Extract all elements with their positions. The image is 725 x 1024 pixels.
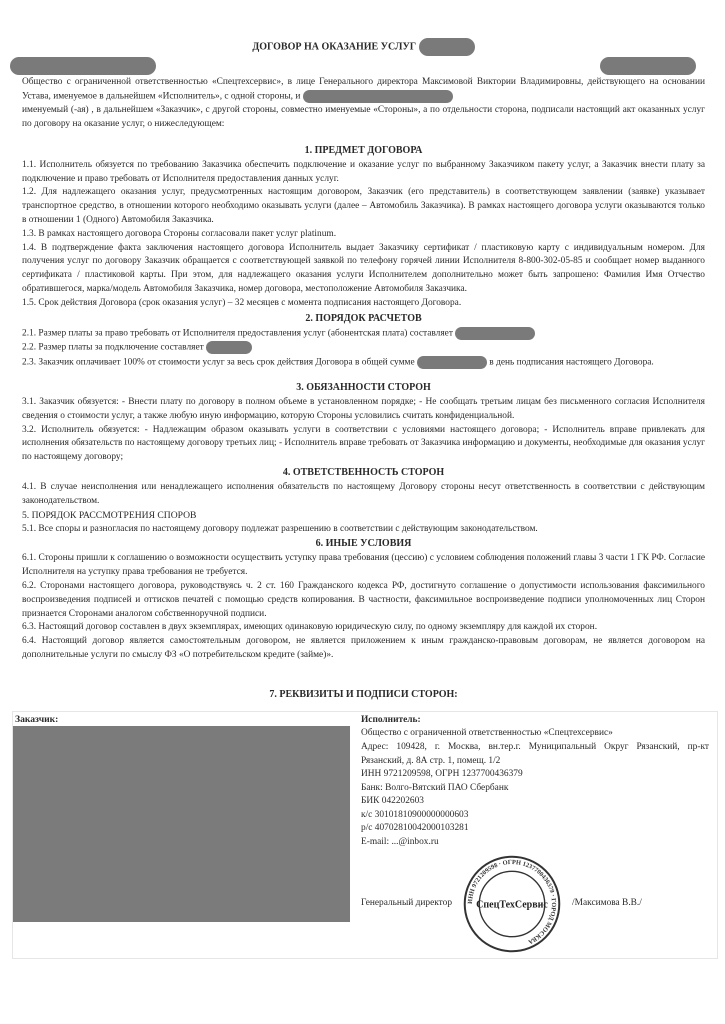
section-heading: 5. ПОРЯДОК РАССМОТРЕНИЯ СПОРОВ	[22, 509, 197, 521]
clause: 3.1. Заказчик обязуется: - Внести плату по договору в полном объеме в установленном порядке; - Не сообщать третьим лицам без письменного согласия Исполнителя сведения о стоимости услуг, а также любую иную информацию, которую Стороны условились считать конфиденциальной.	[22, 396, 705, 421]
document-title: ДОГОВОР НА ОКАЗАНИЕ УСЛУГ	[22, 38, 705, 56]
clause: 5.1. Все споры и разногласия по настоящему договору подлежат разрешению в соответствии с действующим законодательством.	[22, 523, 538, 534]
redaction	[417, 356, 487, 369]
redaction	[303, 90, 453, 103]
company-stamp	[462, 854, 562, 954]
redaction	[206, 341, 252, 354]
clause: 2.2. Размер платы за подключение составляет	[22, 341, 705, 355]
executor-line: ИНН 9721209598, ОГРН 1237700436379	[361, 769, 523, 780]
contract-page	[15, 0, 709, 979]
section-heading: 7. РЕКВИЗИТЫ И ПОДПИСИ СТОРОН:	[269, 688, 458, 700]
executor-line: Адрес: 109428, г. Москва, вн.тер.г. Муниципальный Округ Рязанский, пр-кт Рязанский, д. 8А стр. 1, помещ. 1/2	[361, 741, 709, 766]
clause: 1.3. В рамках настоящего договора Стороны согласовали пакет услуг platinum.	[22, 228, 337, 239]
clause: 2.1. Размер платы за право требовать от Исполнителя предоставления услуг (абонентская плата) составляет	[22, 327, 705, 341]
executor-line: Банк: Волго-Вятский ПАО Сбербанк	[361, 782, 509, 793]
clause: 6.3. Настоящий договор составлен в двух экземплярах, имеющих одинаковую юридическую силу, по одному экземпляру для каждой их сторон.	[22, 622, 598, 633]
intro-paragraph: Общество с ограниченной ответственностью «Спецтехсервис», в лице Генерального директора Максимовой Виктории Владимировны, действующего на основании Устава, именуемое в дальнейшем «Исполнитель», с одной стороны, и именуемый (-ая) , в дальнейшем «Заказчик», с другой стороны, совместно именуемые «Стороны», а по отдельности сторона, подписали настоящий акт оказанных услуг по договору на оказание услуг, о нижеследующем:	[22, 77, 705, 130]
requisites-table	[12, 711, 718, 959]
clause: 6.4. Настоящий договор является самостоятельным договором, не является приложением к иным гражданско-правовым договорам, не является договором на дополнительные услуги по смыслу ФЗ «О потребительском кредите (займе)».	[22, 636, 705, 660]
signatory-name: /Максимова В.В./	[572, 897, 642, 908]
redaction	[10, 57, 156, 75]
clause: 4.1. В случае неисполнения или ненадлежащего исполнения обязательств по настоящему Договору стороны несут ответственность в соответствии с действующим законодательством.	[22, 481, 705, 506]
clause: 6.2. Сторонами настоящего договора, руководствуясь ч. 2 ст. 160 Гражданского кодекса РФ, достигнуто соглашение о допустимости использования факсимильного воспроизведения подписей и оттисков печатей с помощью средств копирования. В частности, факсимильное воспроизведение подписи уполномоченных лиц Сторон признается Сторонами аналогом собственноручной подписи.	[22, 580, 705, 619]
clause: 1.1. Исполнитель обязуется по требованию Заказчика обеспечить подключение и оказание услуг по выбранному Заказчиком пакету услуг, а Заказчик внести плату за подключение и право требовать от Исполнителя предоставления данных услуг.	[22, 159, 705, 184]
customer-redaction	[13, 726, 350, 922]
executor-line: к/с 30101810900000000603	[361, 809, 469, 820]
clause: 3.2. Исполнитель обязуется: - Надлежащим образом оказывать услуги в соответствии с условиями настоящего договора; - Исполнитель вправе привлекать для исполнения обязательств по настоящему договору третьих лиц; - Исполнитель вправе требовать от Заказчика информацию и документы, необходимые для оказания услуг по настоящему договору;	[22, 424, 705, 463]
customer-column	[13, 712, 353, 958]
executor-label: Исполнитель:	[361, 714, 421, 725]
executor-line: БИК 042202603	[361, 796, 424, 807]
executor-line: Общество с ограниченной ответственностью «Спецтехсервис»	[361, 728, 613, 739]
redaction	[600, 57, 696, 75]
clause: 2.3. Заказчик оплачивает 100% от стоимости услуг за весь срок действия Договора в общей сумме в день подписания настоящего Договора.	[22, 357, 654, 368]
signatory-title: Генеральный директор	[361, 897, 453, 908]
section-heading: 6. ИНЫЕ УСЛОВИЯ	[315, 538, 412, 550]
clause: 6.1. Стороны пришли к соглашению о возможности осуществить уступку права требования (цессию) с условием соблюдения положений главы 3 части 1 ГК РФ. Согласие Исполнителя на уступку права требования не требуется.	[22, 553, 705, 578]
svg-text:ИНН 9721209598 · ОГРН 12377004: ИНН 9721209598 · ОГРН 1237700436379 · ГОРОД МОСКВА	[466, 858, 558, 945]
clause: 1.2. Для надлежащего оказания услуг, предусмотренных настоящим договором, Заказчик (его представитель) в соответствующем заявлении (заявке) указывает транспортное средство, в отношении которого необходимо оказывать услуги (далее – Автомобиль Заказчика). В рамках настоящего договора услуги оказываются только в отношении 1 (Одного) Автомобиля Заказчика.	[22, 187, 705, 226]
section-heading: 3. ОБЯЗАННОСТИ СТОРОН	[296, 381, 431, 393]
section-heading: 1. ПРЕДМЕТ ДОГОВОРА	[304, 144, 423, 156]
svg-text:СпецТехСервис: СпецТехСервис	[476, 899, 548, 911]
section-heading: 4. ОТВЕТСТВЕННОСТЬ СТОРОН	[282, 466, 445, 478]
clause: 1.5. Срок действия Договора (срок оказания услуг) – 32 месяцев с момента подписания настоящего Договора.	[22, 297, 462, 308]
clause: 1.4. В подтверждение факта заключения настоящего договора Исполнитель выдает Заказчику сертификат / пластиковую карту с индивидуальным номером. Для получения услуг по договору Заказчик обращается с соответствующей заявкой по телефону горячей линии Исполнителя 8-800-302-05-85 и сообщает номер выданного сертификата / пластиковой карты. При этом, для надлежащего оказания услуги Исполнителем дополнительно может быть запрошено: Фамилия Имя Отчество обратившегося, марка/модель Автомобиля Заказчика, номер договора, местоположение Автомобиля Заказчика.	[22, 242, 705, 295]
executor-line: р/с 40702810042000103281	[361, 823, 469, 834]
signature-row	[361, 854, 709, 954]
executor-requisites	[353, 712, 717, 958]
header-redactions	[22, 56, 705, 76]
customer-label: Заказчик:	[15, 713, 59, 725]
section-heading: 2. ПОРЯДОК РАСЧЕТОВ	[305, 312, 422, 324]
executor-line: E-mail: ...@inbox.ru	[361, 837, 439, 848]
redaction	[419, 38, 475, 56]
redaction	[455, 327, 535, 340]
